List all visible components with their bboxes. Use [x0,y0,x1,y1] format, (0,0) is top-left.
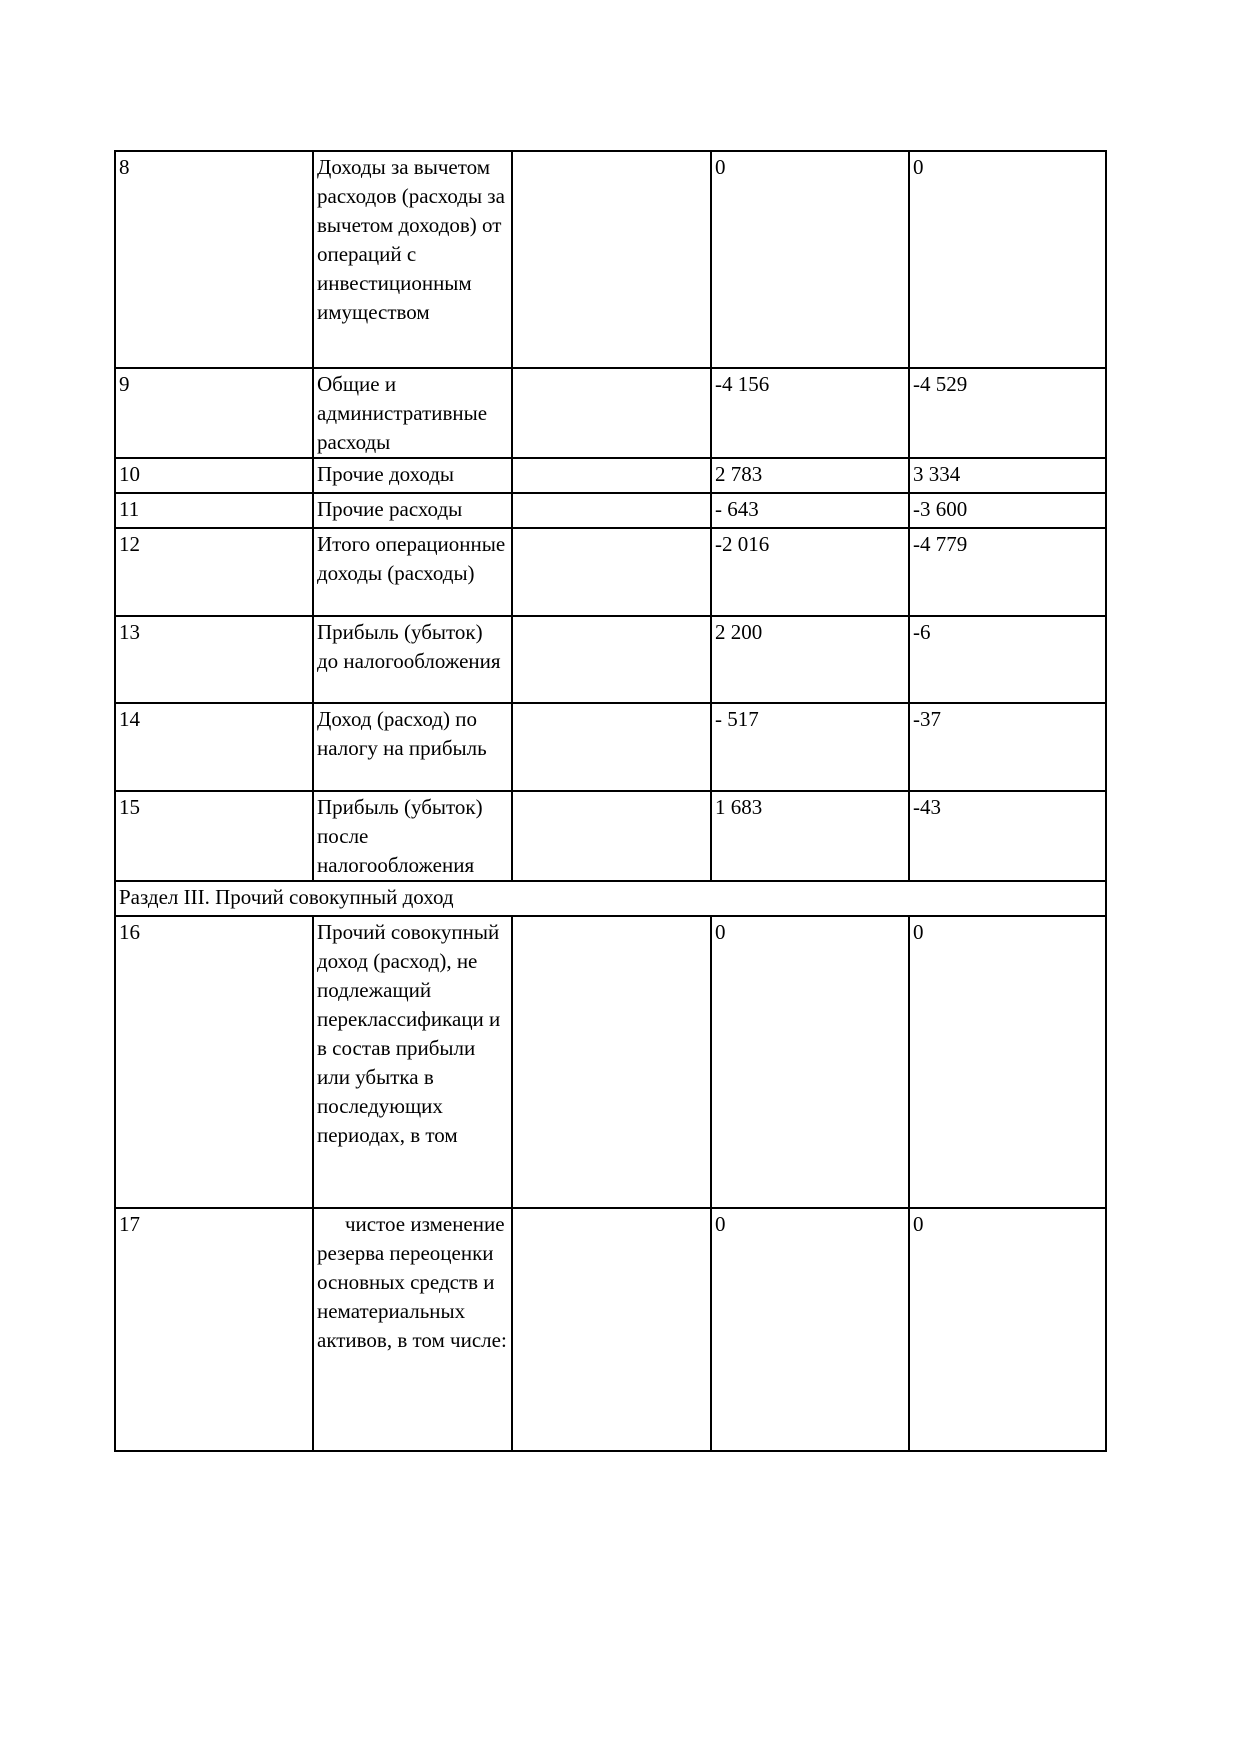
value-current: 2 783 [711,458,909,493]
value-current: -2 016 [711,528,909,616]
row-number: 16 [115,916,313,1208]
row-number: 12 [115,528,313,616]
row-name: Прочий совокупный доход (расход), не подлежащий переклассификаци и в состав прибыли или убытка в последующих периодах, в том [313,916,512,1208]
table-row [115,368,1106,458]
value-previous: -37 [909,703,1106,791]
value-current: 2 200 [711,616,909,703]
row-note [512,791,711,881]
value-current: - 517 [711,703,909,791]
row-name-cell [313,1208,512,1451]
row-name: Прибыль (убыток) после налогообложения [313,791,512,881]
table-row [115,458,1106,493]
table-row [115,493,1106,528]
value-previous: 3 334 [909,458,1106,493]
value-previous: -43 [909,791,1106,881]
row-note [512,528,711,616]
table-row [115,528,1106,616]
row-note [512,368,711,458]
row-note [512,616,711,703]
value-previous: -4 529 [909,368,1106,458]
value-previous: -4 779 [909,528,1106,616]
row-name: Итого операционные доходы (расходы) [313,528,512,616]
value-current: 0 [711,151,909,368]
row-note [512,703,711,791]
table-row [115,916,1106,1208]
row-name: Общие и административные расходы [313,368,512,458]
value-current: 0 [711,916,909,1208]
value-previous: -6 [909,616,1106,703]
value-previous: 0 [909,151,1106,368]
row-number: 9 [115,368,313,458]
table-row [115,616,1106,703]
value-current: -4 156 [711,368,909,458]
row-name: Прочие доходы [313,458,512,493]
table-row [115,791,1106,881]
row-note [512,1208,711,1451]
table-row [115,1208,1106,1451]
row-name: Прибыль (убыток) до налогообложения [313,616,512,703]
value-current: - 643 [711,493,909,528]
row-name: Доход (расход) по налогу на прибыль [313,703,512,791]
row-name: чистое изменение резерва переоценки основных средств и нематериальных активов, в том числе: [317,1212,507,1352]
value-previous: 0 [909,916,1106,1208]
row-name: Доходы за вычетом расходов (расходы за вычетом доходов) от операций с инвестиционным имуществом [313,151,512,368]
row-note [512,916,711,1208]
row-number: 11 [115,493,313,528]
section-title: Раздел III. Прочий совокупный доход [115,881,1106,916]
value-current: 1 683 [711,791,909,881]
section-row [115,881,1106,916]
row-note [512,151,711,368]
row-number: 10 [115,458,313,493]
table-row [115,703,1106,791]
table-row [115,151,1106,368]
row-number: 15 [115,791,313,881]
financial-report-table [114,150,1107,1452]
row-number: 14 [115,703,313,791]
value-current: 0 [711,1208,909,1451]
row-note [512,493,711,528]
row-note [512,458,711,493]
row-number: 17 [115,1208,313,1451]
value-previous: -3 600 [909,493,1106,528]
row-name: Прочие расходы [313,493,512,528]
value-previous: 0 [909,1208,1106,1451]
row-number: 8 [115,151,313,368]
row-number: 13 [115,616,313,703]
